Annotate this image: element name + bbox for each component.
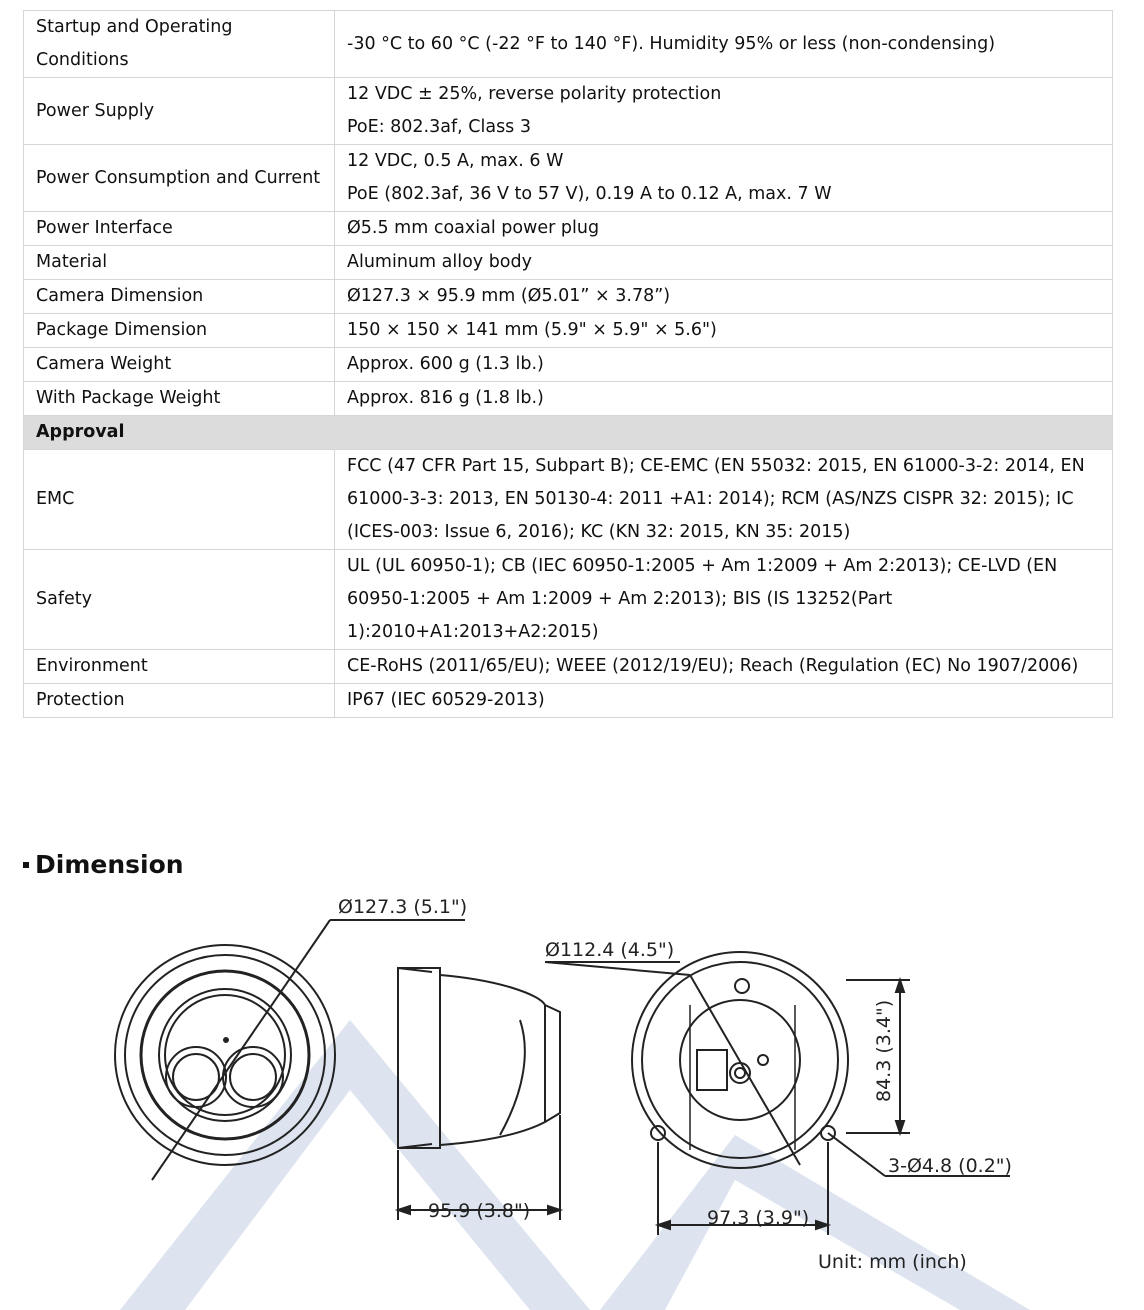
spec-row [24,348,1113,382]
spec-row [24,246,1113,280]
spec-label: Environment [24,650,335,684]
spec-value-line: Ø127.3 × 95.9 mm (Ø5.01” × 3.78”) [347,286,671,306]
spec-label: Package Dimension [24,314,335,348]
spec-value [335,348,1113,382]
base-height-label: 84.3 (3.4") [873,999,895,1102]
spec-row [24,212,1113,246]
spec-row [24,11,1113,78]
spec-table [23,10,1113,718]
spec-value [335,145,1113,212]
spec-value-line: CE-RoHS (2011/65/EU); WEEE (2012/19/EU); Reach (Regulation (EC) No 1907/2006) [347,656,1079,676]
spec-row [24,280,1113,314]
spec-value [335,550,1113,650]
spec-value-line: Approx. 816 g (1.8 lb.) [347,388,544,408]
depth-label: 95.9 (3.8") [428,1200,531,1222]
spec-value-line: UL (UL 60950-1); CB (IEC 60950-1:2005 + Am 1:2009 + Am 2:2013); CE-LVD (EN [347,556,1058,576]
spec-row [24,450,1113,550]
spec-value [335,382,1113,416]
spec-value-line: Approx. 600 g (1.3 lb.) [347,354,544,374]
spec-value-line: PoE: 802.3af, Class 3 [347,117,531,137]
spec-value-line: Ø5.5 mm coaxial power plug [347,218,600,238]
spec-row [24,78,1113,145]
base-width-label: 97.3 (3.9") [707,1207,810,1229]
holes-label: 3-Ø4.8 (0.2") [888,1155,1012,1177]
spec-value-line: 1):2010+A1:2013+A2:2015) [347,622,599,642]
spec-value [335,314,1113,348]
diameter-base-label: Ø112.4 (4.5") [545,939,675,961]
spec-value [335,450,1113,550]
spec-row [24,314,1113,348]
section-title: Approval [24,416,1113,450]
spec-value-line: 12 VDC ± 25%, reverse polarity protection [347,84,722,104]
spec-label: Power Consumption and Current [24,145,335,212]
section-row-approval [24,416,1113,450]
heading-bullet-icon [23,862,29,868]
spec-label: Safety [24,550,335,650]
spec-row [24,382,1113,416]
spec-value-line: (ICES-003: Issue 6, 2016); KC (KN 32: 2015, KN 35: 2015) [347,522,851,542]
spec-value-line: PoE (802.3af, 36 V to 57 V), 0.19 A to 0.12 A, max. 7 W [347,184,832,204]
spec-value-line: FCC (47 CFR Part 15, Subpart B); CE-EMC (EN 55032: 2015, EN 61000-3-2: 2014, EN [347,456,1085,476]
spec-label: Protection [24,684,335,718]
spec-value [335,11,1113,78]
spec-row [24,650,1113,684]
dimension-drawing [0,880,1144,1310]
spec-label: Power Supply [24,78,335,145]
spec-value [335,280,1113,314]
spec-value-line: 12 VDC, 0.5 A, max. 6 W [347,151,564,171]
spec-value [335,78,1113,145]
spec-value [335,246,1113,280]
spec-value [335,212,1113,246]
spec-value [335,650,1113,684]
spec-value [335,684,1113,718]
diameter-front-label: Ø127.3 (5.1") [338,896,468,918]
spec-value-line: 150 × 150 × 141 mm (5.9" × 5.9" × 5.6") [347,320,717,340]
spec-label: Camera Weight [24,348,335,382]
spec-label: Startup and Operating Conditions [24,11,335,78]
spec-label: With Package Weight [24,382,335,416]
spec-label: EMC [24,450,335,550]
unit-label: Unit: mm (inch) [818,1251,967,1273]
dimension-heading [23,850,184,879]
spec-row [24,550,1113,650]
spec-value-line: IP67 (IEC 60529-2013) [347,690,545,710]
spec-value-line: -30 °C to 60 °C (-22 °F to 140 °F). Humidity 95% or less (non-condensing) [347,33,996,54]
spec-row [24,684,1113,718]
spec-value-line: 60950-1:2005 + Am 1:2009 + Am 2:2013); BIS (IS 13252(Part [347,589,893,609]
spec-label: Material [24,246,335,280]
dimension-heading-text: Dimension [35,850,184,879]
spec-label: Camera Dimension [24,280,335,314]
spec-row [24,145,1113,212]
spec-label: Power Interface [24,212,335,246]
spec-value-line: Aluminum alloy body [347,252,532,272]
spec-value-line: 61000-3-3: 2013, EN 50130-4: 2011 +A1: 2014); RCM (AS/NZS CISPR 32: 2015); IC [347,489,1074,509]
